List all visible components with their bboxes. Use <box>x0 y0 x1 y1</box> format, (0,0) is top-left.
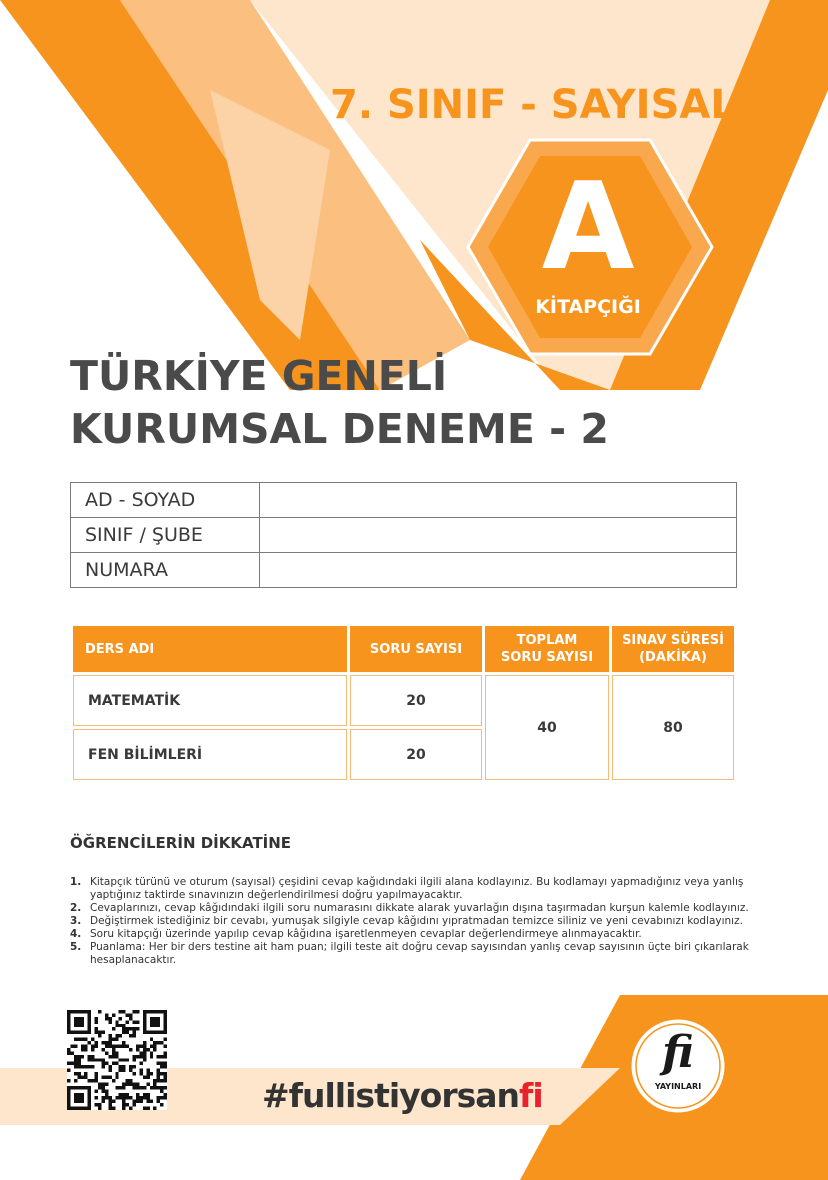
hashtag-accent: fi <box>519 1076 543 1115</box>
notice-title: ÖĞRENCİLERİN DİKKATİNE <box>70 834 292 852</box>
name-field[interactable] <box>260 483 737 518</box>
number-field[interactable] <box>260 553 737 588</box>
exam-duration: 80 <box>612 675 734 780</box>
rules-list <box>70 876 760 967</box>
header-duration <box>612 626 734 672</box>
class-label: SINIF / ŞUBE <box>71 518 260 553</box>
header-total-line1: TOPLAM <box>516 633 578 648</box>
header-total <box>485 626 609 672</box>
hashtag-main: #fullistiyorsan <box>262 1076 520 1115</box>
header-total-line2: SORU SAYISI <box>500 650 594 665</box>
booklet-letter: A <box>541 158 635 297</box>
publisher-logo-subtitle: YAYINLARI <box>654 1082 702 1091</box>
class-field[interactable] <box>260 518 737 553</box>
science-question-count: 20 <box>350 729 482 780</box>
table-row <box>73 675 734 726</box>
math-question-count: 20 <box>350 675 482 726</box>
booklet-label: KİTAPÇIĞI <box>535 296 641 318</box>
header-question-count: SORU SAYISI <box>350 626 482 672</box>
grade-title: 7. SINIF - SAYISAL <box>330 82 736 128</box>
student-info-table <box>70 482 737 588</box>
hashtag-slogan <box>262 1074 543 1118</box>
list-item: 1. Kitapçık türünü ve oturum (sayısal) çeşidini cevap kağıdındaki ilgili alana kodlayınız. Bu kodlamayı yapmadığınız veya yanlış yaptığınız taktirde sınavınızın değerlendirilmesi doğru yapılmayacaktır. <box>70 876 744 901</box>
number-label: NUMARA <box>71 553 260 588</box>
exam-title-line1: TÜRKİYE GENELİ <box>70 352 448 400</box>
course-math: MATEMATİK <box>73 675 347 726</box>
header-duration-line2: (DAKİKA) <box>639 650 707 665</box>
exam-title <box>70 350 690 456</box>
exam-info-table <box>70 623 737 783</box>
list-item: 2. Cevaplarınızı, cevap kâğıdındaki ilgili soru numarasını dikkate alarak yuvarlağın dışına taşırmadan kurşun kalemle kodlayınız. <box>70 902 749 914</box>
course-science: FEN BİLİMLERİ <box>73 729 347 780</box>
list-item: 5. Puanlama: Her bir ders testine ait ham puan; ilgili teste ait doğru cevap sayısından yanlış cevap sayısının üçte biri çıkarılarak hesaplanacaktır. <box>70 941 749 966</box>
exam-table-header <box>73 626 734 672</box>
exam-title-line2: KURUMSAL DENEME - 2 <box>70 405 609 453</box>
header-course: DERS ADI <box>73 626 347 672</box>
qr-code-icon[interactable] <box>66 1010 168 1110</box>
total-question-count: 40 <box>485 675 609 780</box>
student-row-name <box>71 483 737 518</box>
publisher-logo: fi <box>662 1027 694 1078</box>
header-duration-line1: SINAV SÜRESİ <box>622 633 724 648</box>
list-item: 3. Değiştirmek istediğiniz bir cevabı, yumuşak silgiyle cevap kâğıdını yıpratmadan temizce siliniz ve yeni cevabınızı kodlayınız. <box>70 915 743 927</box>
name-label: AD - SOYAD <box>71 483 260 518</box>
student-row-class <box>71 518 737 553</box>
student-row-number <box>71 553 737 588</box>
list-item: 4. Soru kitapçığı üzerinde yapılıp cevap kâğıdına işaretlenmeyen cevaplar değerlendirmeye alınmayacaktır. <box>70 928 642 940</box>
